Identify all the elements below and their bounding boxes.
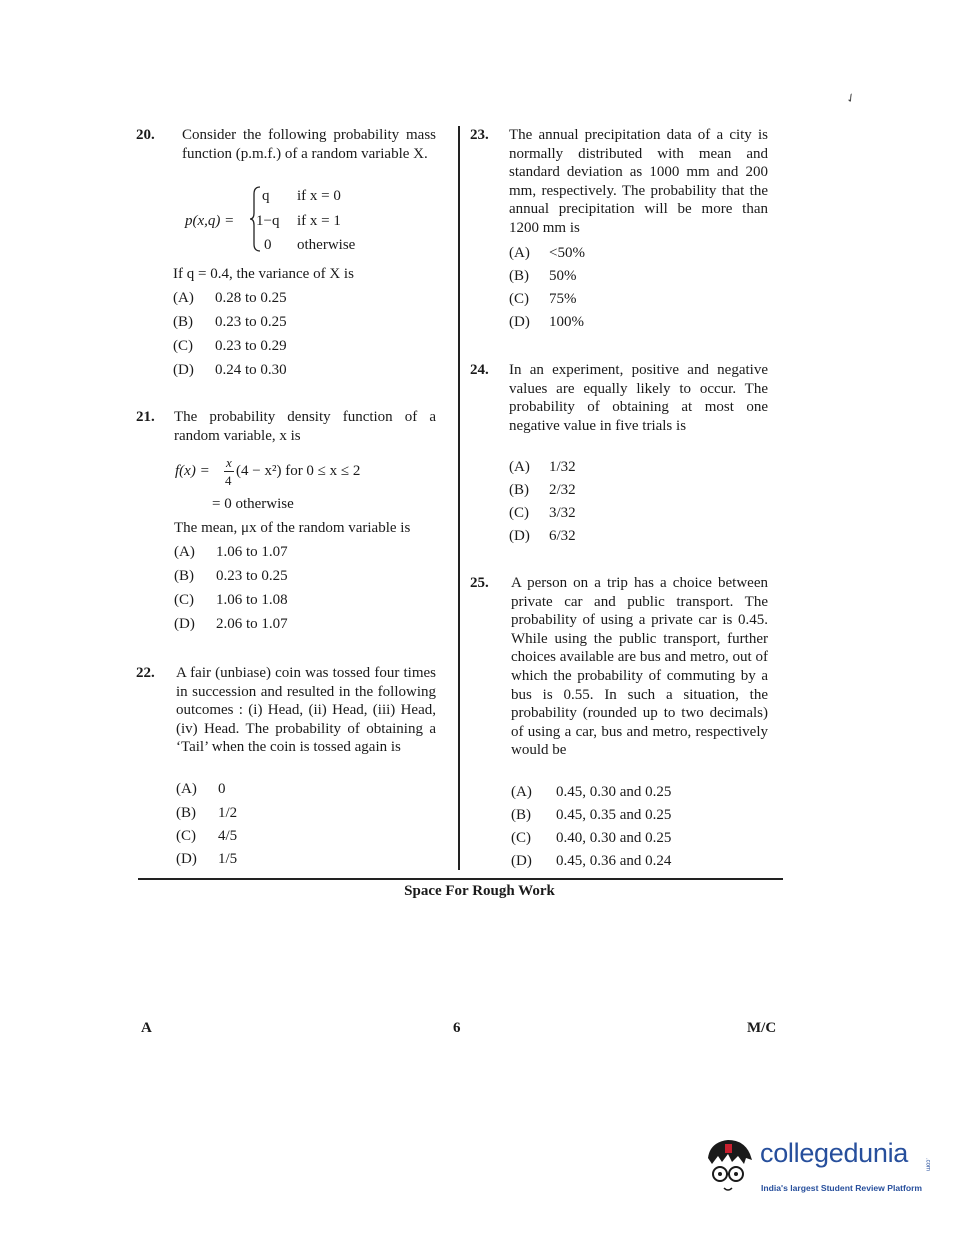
footer-set-code: A	[141, 1020, 152, 1036]
question-text: Consider the following probability mass function (p.m.f.) of a random variable X.	[182, 127, 436, 162]
pmf-lhs: p(x,q) =	[185, 213, 235, 229]
question-23	[470, 126, 768, 330]
option-b: (B) 2/32	[509, 482, 576, 498]
question-text: A fair (unbiase) coin was tossed four times in succession and resulted in the following outcomes : (i) Head, (ii) Head, (iii) Head, (iv) Head. The probability of obtaining a ‘Tail’ when the coin is tossed again is	[176, 665, 436, 756]
question-text: A person on a trip has a choice between private car and public transport. The probability of using a private car is 0.45. While using the public transport, further choices available are bus and metro, out of which the probability of commuting by a bus is 0.55. In such a situation, the probability (rounded up to two decimals) of using a car, bus and metro, respectively would be	[511, 575, 768, 759]
column-divider	[458, 126, 460, 870]
option-a: (A) <50%	[509, 245, 585, 261]
option-d: (D) 6/32	[509, 528, 576, 544]
option-a: (A) 1/32	[509, 459, 576, 475]
pdf-frac-numerator: x	[226, 455, 232, 470]
option-d: (D) 100%	[509, 314, 584, 330]
pdf-rest: (4 − x²) for 0 ≤ x ≤ 2	[236, 463, 361, 479]
question-number: 23.	[470, 127, 489, 143]
option-c: (C) 1.06 to 1.08	[174, 592, 288, 608]
collegedunia-logo[interactable]	[700, 1136, 930, 1196]
option-b: (B) 0.23 to 0.25	[173, 314, 287, 330]
pdf-frac-denominator: 4	[225, 473, 232, 488]
question-number: 25.	[470, 575, 489, 591]
option-a: (A) 0.45, 0.30 and 0.25	[511, 784, 672, 800]
option-a: (A) 0	[176, 781, 226, 797]
logo-domain-suffix: .com	[924, 1158, 931, 1172]
question-text: The probability density function of a random variable, x is	[174, 409, 436, 444]
option-a: (A) 1.06 to 1.07	[174, 544, 288, 560]
option-d: (D) 2.06 to 1.07	[174, 616, 288, 632]
option-d: (D) 0.24 to 0.30	[173, 362, 287, 378]
footer-paper-code: M/C	[747, 1020, 777, 1036]
scan-mark: ✓	[843, 89, 859, 107]
pmf-case-condition: if x = 1	[297, 213, 341, 229]
option-c: (C) 0.23 to 0.29	[173, 338, 287, 354]
pdf-lhs: f(x) =	[175, 463, 210, 479]
pmf-case-value: 1−q	[256, 213, 280, 229]
rough-work-heading: Space For Rough Work	[404, 883, 555, 899]
question-number: 24.	[470, 362, 489, 378]
option-c: (C) 3/32	[509, 505, 576, 521]
question-number: 22.	[136, 665, 155, 681]
question-stem: If q = 0.4, the variance of X is	[173, 266, 354, 282]
question-number: 21.	[136, 409, 155, 425]
option-c: (C) 0.40, 0.30 and 0.25	[511, 830, 672, 846]
pmf-case-condition: if x = 0	[297, 188, 341, 204]
logo-tagline: India's largest Student Review Platform	[761, 1183, 923, 1193]
question-21	[136, 408, 436, 632]
pdf-otherwise: = 0 otherwise	[212, 496, 294, 512]
student-mascot-icon	[700, 1136, 758, 1194]
option-b: (B) 50%	[509, 268, 577, 284]
option-d: (D) 0.45, 0.36 and 0.24	[511, 853, 672, 869]
logo-wordmark: collegedunia	[760, 1138, 909, 1168]
bottom-rule	[138, 878, 783, 880]
question-24	[470, 361, 768, 544]
option-d: (D) 1/5	[176, 851, 238, 867]
question-stem: The mean, μx of the random variable is	[174, 520, 411, 536]
option-b: (B) 1/2	[176, 805, 238, 821]
pmf-case-condition: otherwise	[297, 237, 356, 253]
pmf-case-value: 0	[264, 237, 272, 253]
option-b: (B) 0.23 to 0.25	[174, 568, 288, 584]
page-number: 6	[453, 1020, 461, 1036]
question-text: In an experiment, positive and negative values are equally likely to occur. The probability of obtaining at most one negative value in five trials is	[509, 362, 768, 434]
option-b: (B) 0.45, 0.35 and 0.25	[511, 807, 672, 823]
option-a: (A) 0.28 to 0.25	[173, 290, 287, 306]
option-c: (C) 75%	[509, 291, 577, 307]
question-25	[470, 574, 768, 869]
question-20	[136, 126, 436, 378]
question-22	[136, 664, 436, 867]
pmf-case-value: q	[262, 188, 270, 204]
question-number: 20.	[136, 127, 155, 143]
question-text: The annual precipitation data of a city is normally distributed with mean and standard deviation as 1000 mm and 200 mm, respectively. The probability that the annual precipitation will be more than 1200 mm is	[509, 127, 768, 236]
option-c: (C) 4/5	[176, 828, 238, 844]
